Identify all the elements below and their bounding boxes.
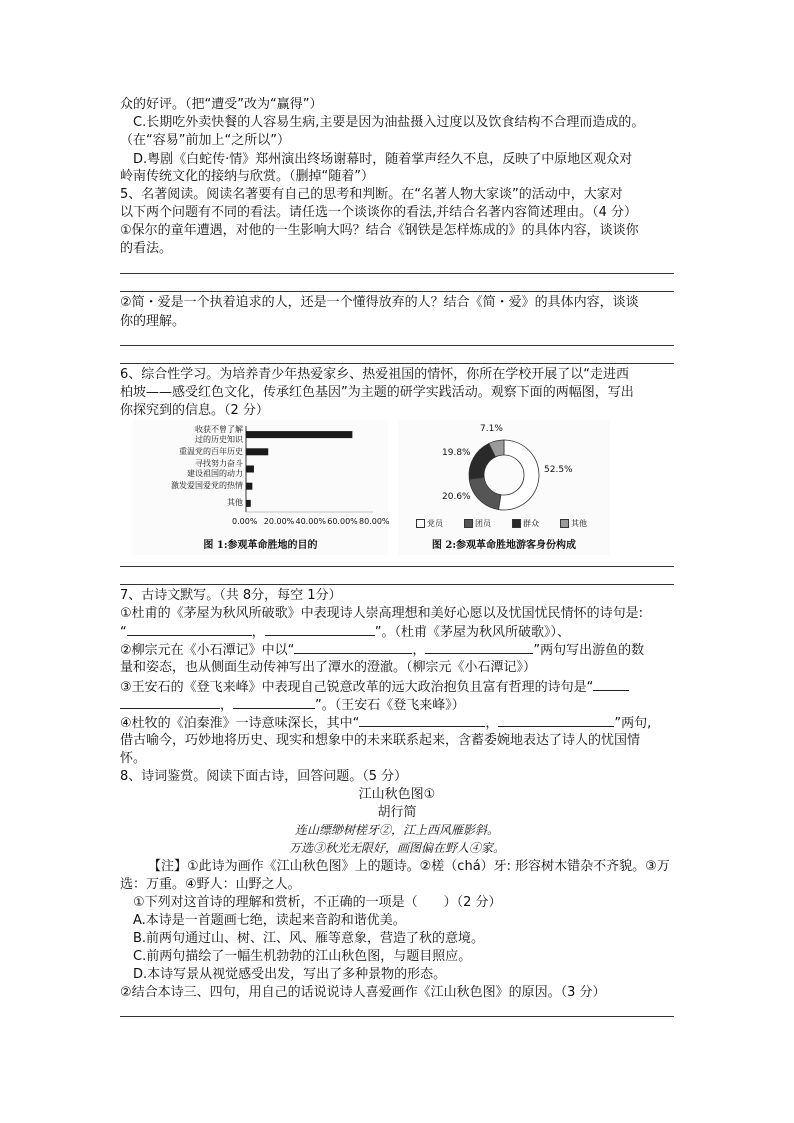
bar-category-label: 建设祖国的动力 — [187, 469, 243, 478]
text-line: 借古喻今，巧妙地将历史、现实和想象中的未来联系起来，含蓄委婉地表达了诗人的忧国情 — [120, 733, 641, 748]
bar-0 — [246, 431, 352, 438]
question-5-option-2: ②简・爱是一个执着追求的人，还是一个懂得放弃的人？结合《简・爱》的具体内容，谈谈 — [120, 295, 639, 310]
donut-chart — [398, 420, 610, 555]
answer-line[interactable] — [120, 363, 674, 364]
text-fragment: ”。（杜甫《茅屋为秋风所破歌》）、 — [374, 625, 571, 640]
text-line: ①杜甫的《茅屋为秋风所破歌》中表现诗人崇高理想和美好心愿以及忧国忧民情怀的诗句是: — [120, 606, 644, 621]
answer-line[interactable] — [120, 291, 674, 292]
text-line: 以下两个问题有不同的看法。请任选一个谈谈你的看法,并结合名著内容简述理由。（4 分） — [120, 205, 638, 220]
text-fragment: “ — [120, 625, 127, 640]
text-line: 众的好评。（把“遭受”改为“赢得”） — [120, 97, 323, 112]
x-tick-label: 20.00% — [263, 517, 295, 526]
text-line: 岭南传统文化的接纳与欣赏。（删掉“随着”） — [120, 169, 374, 184]
text-line: 你探究到的信息。（2 分） — [120, 403, 269, 418]
legend-swatch — [464, 519, 473, 528]
chart-2-title: 图 2:参观革命胜地游客身份构成 — [431, 540, 577, 551]
text-fragment: ”。（王安石《登飞来峰》） — [315, 698, 465, 713]
question-5-option-1: ①保尔的童年遭遇，对他的一生影响大吗？结合《钢铁是怎样炼成的》的具体内容，谈谈你 — [120, 223, 639, 238]
text-fragment: ， — [412, 643, 426, 658]
text-fragment: ， — [220, 698, 234, 713]
text-fragment: ④杜牧的《泊秦淮》一诗意味深长，其中“ — [120, 716, 360, 731]
bar-category-label: 收获不曾了解 — [195, 424, 243, 434]
fill-blank[interactable] — [425, 641, 533, 654]
text-fragment: ③王安石的《登飞来峰》中表现自己锐意改革的远大政治抱负且富有哲理的诗句是“ — [120, 680, 594, 695]
legend-item — [464, 518, 491, 529]
legend-swatch — [560, 519, 569, 528]
x-tick-label: 80.00% — [359, 517, 390, 526]
x-tick-label: 60.00% — [327, 517, 358, 526]
fill-line — [120, 714, 651, 732]
text-fragment: ②柳宗元在《小石潭记》中以“ — [120, 643, 295, 658]
answer-line[interactable] — [120, 1016, 674, 1017]
pie-slice-1 — [469, 477, 501, 509]
fill-blank[interactable] — [233, 696, 315, 709]
bar-4 — [246, 500, 251, 507]
pie-value-label: 7.1% — [480, 424, 503, 434]
text-line: 柏坡——感受红色文化，传承红色基因”为主题的研学实践活动。观察下面的两幅图，写出 — [120, 385, 634, 400]
answer-line[interactable] — [120, 566, 674, 567]
bar-1 — [246, 448, 268, 455]
question-8-2: ②结合本诗三、四句，用自己的话说说诗人喜爱画作《江山秋色图》的原因。（3 分） — [120, 985, 606, 1000]
fill-blank[interactable] — [498, 714, 614, 727]
poem-note: 【注】①此诗为画作《江山秋色图》上的题诗。②槎（chá）牙: 形容树木错杂不齐貌。③万 — [148, 859, 670, 874]
x-tick-label: 0.00% — [232, 517, 258, 526]
text-line: 的看法。 — [120, 241, 173, 256]
text-fragment: ”两句, — [614, 716, 652, 731]
option-c: C.长期吃外卖快餐的人容易生病,主要是因为油盐摄入过度以及饮食结构不合理而造成的。 — [133, 115, 645, 130]
fill-line — [120, 623, 570, 641]
legend-swatch — [416, 519, 425, 528]
question-8-1: ①下列对这首诗的理解和赏析，不正确的一项是（ ）（2 分） — [133, 895, 502, 910]
bar-category-label: 过的历史知识 — [195, 434, 243, 444]
poem-line: 连山缥缈树槎牙②，江上西风雁影斜。 — [294, 823, 499, 837]
question-7-title: 7、古诗文默写。（共 8分，每空 1分） — [120, 588, 342, 603]
fill-blank[interactable] — [127, 623, 252, 636]
fill-blank[interactable] — [294, 641, 412, 654]
text-fragment: ， — [251, 625, 265, 640]
option-a: A.本诗是一首题画七绝，读起来音韵和谐优美。 — [133, 913, 406, 928]
question-6-title: 6、综合性学习。为培养青少年热爱家乡、热爱祖国的情怀，你所在学校开展了以“走进西 — [120, 367, 630, 382]
text-line: 选：万重。④野人：山野之人。 — [120, 877, 301, 892]
pie-value-label: 19.8% — [442, 448, 471, 458]
legend-swatch — [512, 519, 521, 528]
x-tick-label: 40.00% — [295, 517, 327, 526]
pie-slice-0 — [499, 440, 539, 510]
option-b: B.前两句通过山、树、江、风、雁等意象，营造了秋的意境。 — [133, 931, 485, 946]
bar-2 — [246, 466, 254, 473]
option-c: C.前两句描绘了一幅生机勃勃的江山秋色图，与题目照应。 — [133, 949, 472, 964]
chart-1-title: 图 1:参观革命胜地的目的 — [203, 540, 318, 551]
fill-blank[interactable] — [265, 623, 375, 636]
text-fragment: ， — [485, 716, 499, 731]
pie-chart-figure — [398, 420, 610, 555]
legend-item — [512, 518, 539, 529]
bar-category-label: 激发爱国爱党的热情 — [171, 481, 243, 491]
fill-line — [120, 678, 629, 696]
fill-blank[interactable] — [120, 696, 220, 709]
option-d: D.粤剧《白蛇传·情》郑州演出终场谢幕时，随着掌声经久不息，反映了中原地区观众对 — [133, 152, 633, 167]
fill-line — [120, 641, 644, 659]
poem-author: 胡行简 — [377, 805, 417, 820]
legend-label: 党员 — [427, 519, 443, 528]
bar-3 — [246, 483, 252, 490]
answer-line[interactable] — [120, 345, 674, 346]
legend-label: 群众 — [523, 519, 539, 528]
text-fragment: ”两句写出游鱼的数 — [533, 643, 645, 658]
question-5-title: 5、名著阅读。阅读名著要有自己的思考和判断。在“名著人物大家谈”的活动中，大家对 — [120, 187, 623, 202]
fill-blank[interactable] — [593, 678, 629, 691]
bar-category-label: 重温党的百年历史 — [179, 446, 243, 456]
pie-value-label: 20.6% — [442, 492, 471, 502]
answer-line[interactable] — [120, 584, 674, 585]
fill-blank[interactable] — [359, 714, 485, 727]
poem-line: 万选③秋光无限好，画图偏在野人④家。 — [288, 841, 505, 855]
text-line: 你的理解。 — [120, 314, 186, 329]
legend-item — [560, 518, 587, 529]
legend-label: 团员 — [475, 519, 491, 528]
answer-line[interactable] — [120, 273, 674, 274]
text-line: （在“容易”前加上“之所以”） — [120, 133, 290, 148]
legend-item — [416, 518, 443, 529]
bar-category-label: 其他 — [227, 498, 243, 508]
fill-line — [120, 696, 465, 714]
pie-value-label: 52.5% — [544, 465, 573, 475]
text-line: 量和姿态，也从侧面生动传神写出了潭水的澄澈。（柳宗元《小石潭记》） — [120, 660, 537, 675]
question-8-title: 8、诗词鉴赏。阅读下面古诗，回答问题。（5 分） — [120, 769, 408, 784]
option-d: D.本诗写景从视觉感受出发，写出了多种景物的形态。 — [133, 967, 447, 982]
bar-category-label: 寻找努力奋斗 — [195, 459, 243, 468]
legend-label: 其他 — [571, 519, 587, 528]
bar-chart-figure — [133, 420, 388, 555]
text-line: 怀。 — [120, 751, 147, 766]
poem-title: 江山秋色图① — [358, 787, 436, 802]
